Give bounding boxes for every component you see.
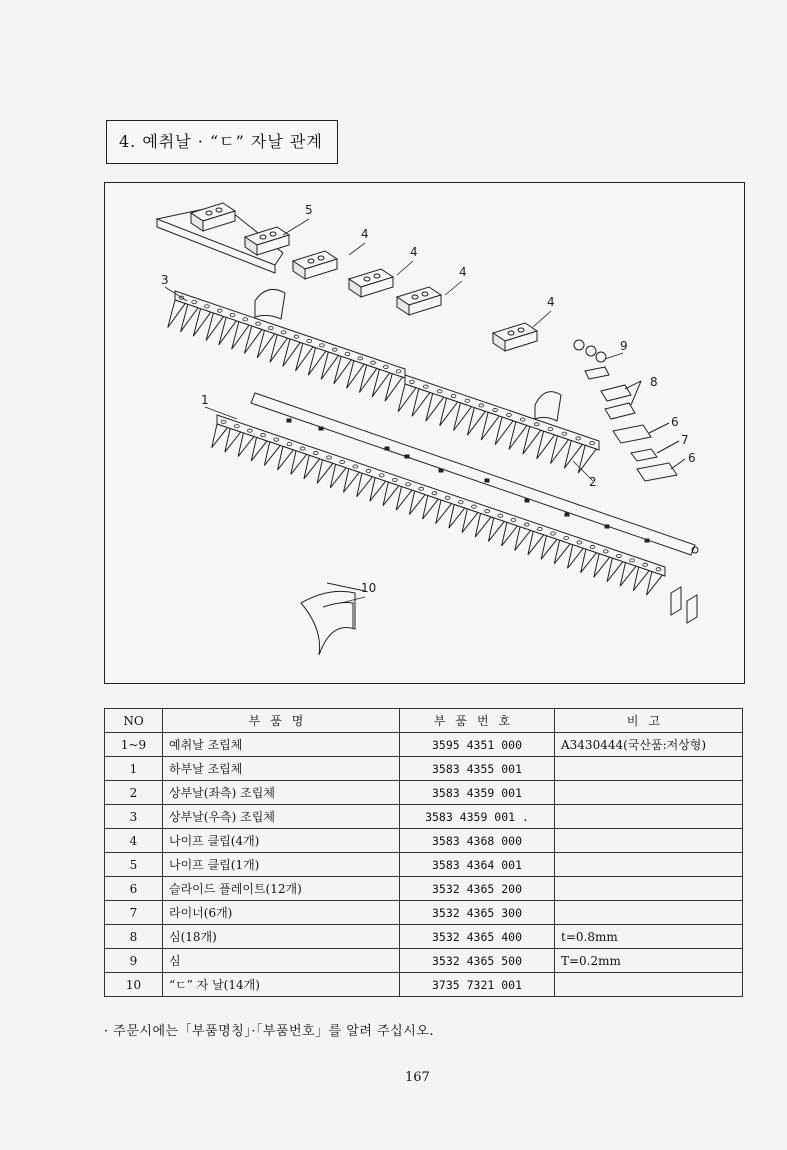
blade-tooth — [423, 496, 439, 520]
callout-5: 5 — [305, 203, 313, 217]
slot-hole — [405, 455, 409, 458]
slide-plate-6b — [637, 463, 677, 481]
cell-note — [555, 829, 743, 853]
cell-name: 슬라이드 플레이트(12개) — [163, 877, 400, 901]
blade-tooth — [304, 455, 320, 479]
cell-no: 7 — [105, 901, 163, 925]
callout-6a: 6 — [671, 415, 679, 429]
cell-name: 나이프 클립(4개) — [163, 829, 400, 853]
cell-name: 나이프 클립(1개) — [163, 853, 400, 877]
callout-6b: 6 — [688, 451, 696, 465]
blade-tooth — [225, 428, 241, 452]
blade-tooth — [357, 473, 373, 497]
blade-tooth — [412, 389, 430, 417]
cell-name: 심 — [163, 949, 400, 973]
cell-note — [555, 805, 743, 829]
bolt-lower-a — [671, 587, 681, 615]
callout-4d: 4 — [547, 295, 555, 309]
table-row — [105, 733, 743, 757]
blade-tooth — [343, 469, 359, 493]
blade-tooth — [551, 436, 569, 464]
slot-hole — [439, 469, 443, 472]
blade-tooth — [454, 403, 472, 431]
blade-tooth — [370, 478, 386, 502]
callout-7: 7 — [681, 433, 689, 447]
bolt-9a — [574, 340, 584, 350]
cell-note — [555, 973, 743, 997]
blade-tooth — [238, 433, 254, 457]
blade-head-3 — [255, 289, 285, 319]
blade-tooth — [385, 374, 402, 402]
callout-4c: 4 — [459, 265, 467, 279]
cell-note — [555, 781, 743, 805]
blade-head-2 — [535, 392, 561, 421]
liner-7 — [631, 449, 657, 461]
blade-tooth — [567, 545, 583, 569]
cell-note — [555, 853, 743, 877]
blade-tooth — [581, 549, 597, 573]
table-row — [105, 805, 743, 829]
cell-part-number: 3583 4359 001 — [400, 781, 555, 805]
table-row — [105, 949, 743, 973]
cell-no: 4 — [105, 829, 163, 853]
cell-no: 5 — [105, 853, 163, 877]
blade-tooth — [212, 424, 228, 448]
blade-tooth — [495, 417, 513, 445]
callout-2: 2 — [589, 475, 597, 489]
leader-line — [533, 311, 551, 327]
slot-hole — [287, 419, 291, 422]
blade-tooth — [620, 563, 636, 587]
cell-name: 상부날(우측) 조립체 — [163, 805, 400, 829]
blade-tooth — [475, 513, 491, 537]
blade-tooth — [607, 558, 623, 582]
table-row — [105, 757, 743, 781]
cell-note: T=0.2mm — [555, 949, 743, 973]
leader-line — [397, 261, 413, 275]
order-footnote: · 주문시에는「부품명칭」·「부품번호」를 알려 주십시오. — [104, 1024, 434, 1039]
blade-tooth — [317, 460, 333, 484]
guard-10 — [301, 591, 355, 655]
leader-line — [283, 219, 309, 235]
bolt-lower-b — [687, 595, 697, 623]
blade-tooth — [264, 442, 280, 466]
blade-tooth — [633, 567, 649, 591]
cell-note — [555, 877, 743, 901]
callout-4a: 4 — [361, 227, 369, 241]
cell-no: 9 — [105, 949, 163, 973]
table-row — [105, 877, 743, 901]
callout-4b: 4 — [410, 245, 418, 259]
section-title: 4. 예취날 · “ㄷ” 자날 관계 — [106, 120, 338, 164]
table-row — [105, 925, 743, 949]
cell-name: 상부날(좌측) 조립체 — [163, 781, 400, 805]
bolt-9c — [596, 352, 606, 362]
header-no: NO — [105, 709, 163, 733]
cell-name: 라이너(6개) — [163, 901, 400, 925]
blade-tooth — [528, 531, 544, 555]
header-name: 부품명 — [163, 709, 400, 733]
callout-10: 10 — [361, 581, 377, 595]
shim-8a — [601, 385, 631, 401]
slot-hole — [319, 427, 323, 430]
blade-tooth — [537, 431, 555, 459]
blade-tooth — [502, 522, 518, 546]
cell-part-number: 3532 4365 400 — [400, 925, 555, 949]
cell-note: A3430444(국산품:저상형) — [555, 733, 743, 757]
cell-part-number: 3735 7321 001 — [400, 973, 555, 997]
leader-line — [445, 281, 462, 295]
cell-part-number: 3583 4359 001 . — [400, 805, 555, 829]
slot-hole — [485, 479, 489, 482]
blade-tooth — [449, 504, 465, 528]
blade-tooth — [291, 451, 307, 475]
blade-tooth — [515, 527, 531, 551]
cell-no: 10 — [105, 973, 163, 997]
header-part-number: 부품번호 — [400, 709, 555, 733]
page-number: 167 — [405, 1070, 430, 1085]
cell-name: “ㄷ” 자 날(14개) — [163, 973, 400, 997]
blade-tooth — [541, 536, 557, 560]
blade-tooth — [436, 500, 452, 524]
cell-no: 1~9 — [105, 733, 163, 757]
blade-tooth — [647, 572, 663, 596]
knife-assembly-drawing — [105, 183, 746, 685]
cell-no: 3 — [105, 805, 163, 829]
parts-diagram — [104, 182, 745, 684]
cell-part-number: 3583 4368 000 — [400, 829, 555, 853]
blade-tooth — [396, 487, 412, 511]
blade-tooth — [467, 408, 485, 436]
table-row — [105, 781, 743, 805]
slot-hole — [645, 539, 649, 542]
blade-tooth — [409, 491, 425, 515]
blade-tooth — [509, 422, 527, 450]
blade-tooth — [462, 509, 478, 533]
blade-tooth — [488, 518, 504, 542]
slot-hole — [525, 499, 529, 502]
cell-part-number: 3583 4355 001 — [400, 757, 555, 781]
blade-tooth — [383, 482, 399, 506]
slide-plate-6a — [613, 425, 651, 443]
callout-8: 8 — [650, 375, 658, 389]
parts-table — [104, 708, 743, 997]
slot-hole — [565, 513, 569, 516]
blade-tooth — [564, 441, 582, 469]
header-note: 비고 — [555, 709, 743, 733]
blade-tooth — [278, 446, 294, 470]
cell-no: 6 — [105, 877, 163, 901]
table-row — [105, 829, 743, 853]
cell-part-number: 3583 4364 001 — [400, 853, 555, 877]
callout-9: 9 — [620, 339, 628, 353]
blade-tooth — [481, 412, 499, 440]
leader-line — [605, 353, 623, 359]
cell-no: 8 — [105, 925, 163, 949]
table-row — [105, 973, 743, 997]
cell-part-number: 3595 4351 000 — [400, 733, 555, 757]
cell-note: t=0.8mm — [555, 925, 743, 949]
table-header-row — [105, 709, 743, 733]
cell-note — [555, 757, 743, 781]
bolt-9b — [586, 346, 596, 356]
leader-line — [349, 243, 365, 255]
table-row — [105, 901, 743, 925]
blade-tooth — [523, 426, 541, 454]
callout-3: 3 — [161, 273, 169, 287]
cell-name: 하부날 조립체 — [163, 757, 400, 781]
cell-name: 심(18개) — [163, 925, 400, 949]
cell-no: 1 — [105, 757, 163, 781]
blade-tooth — [330, 464, 346, 488]
shim-9 — [585, 367, 609, 379]
cell-part-number: 3532 4365 500 — [400, 949, 555, 973]
cell-no: 2 — [105, 781, 163, 805]
blade-tooth — [426, 393, 444, 421]
table-row — [105, 853, 743, 877]
blade-tooth — [251, 437, 267, 461]
blade-tooth — [594, 554, 610, 578]
callout-1: 1 — [201, 393, 209, 407]
slot-hole — [605, 525, 609, 528]
blade-tooth — [440, 398, 458, 426]
shim-8b — [605, 403, 635, 419]
slot-hole — [385, 447, 389, 450]
cell-name: 예취날 조립체 — [163, 733, 400, 757]
upper-blade-right — [168, 291, 405, 401]
blade-tooth — [554, 540, 570, 564]
blade-tooth — [398, 384, 416, 412]
cell-note — [555, 901, 743, 925]
cell-part-number: 3532 4365 200 — [400, 877, 555, 901]
cell-part-number: 3532 4365 300 — [400, 901, 555, 925]
